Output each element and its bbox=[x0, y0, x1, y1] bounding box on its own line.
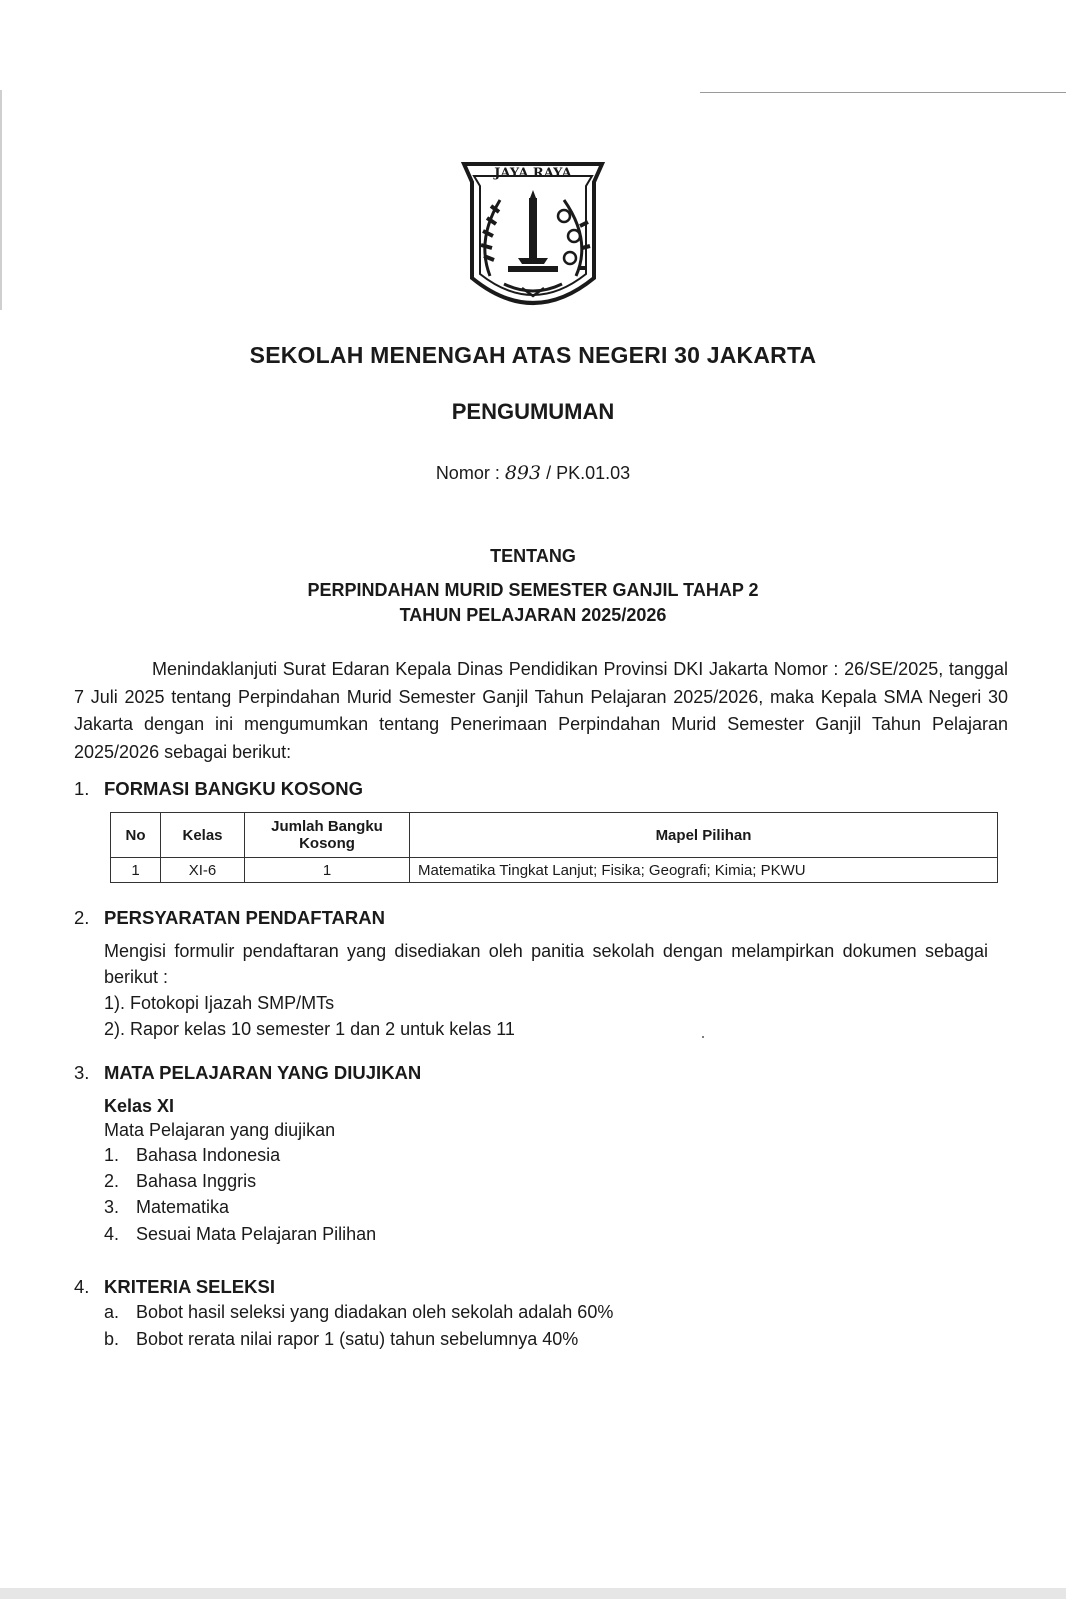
list-item bbox=[104, 1329, 578, 1350]
section-number: 1. bbox=[74, 778, 90, 799]
list-item bbox=[104, 1145, 280, 1166]
section-number: 2. bbox=[74, 907, 90, 928]
list-number: 3. bbox=[104, 1197, 120, 1217]
requirement-item: 1). Fotokopi Ijazah SMP/MTs bbox=[104, 993, 335, 1013]
section-3-heading bbox=[74, 1062, 421, 1084]
section-title: FORMASI BANGKU KOSONG bbox=[104, 778, 363, 799]
cell-kelas: XI-6 bbox=[161, 858, 245, 883]
kelas-label: Kelas XI bbox=[104, 1096, 175, 1116]
section-number: 4. bbox=[74, 1276, 90, 1297]
tentang-label: TENTANG bbox=[490, 546, 576, 566]
section-1-heading bbox=[74, 778, 363, 800]
nomor-handwritten-value: 893 bbox=[504, 462, 542, 484]
list-text: Sesuai Mata Pelajaran Pilihan bbox=[136, 1224, 377, 1244]
table-row bbox=[111, 858, 998, 883]
header-jumlah-line1: Jumlah Bangku bbox=[271, 818, 383, 835]
subject-line-2: TAHUN PELAJARAN 2025/2026 bbox=[399, 605, 667, 625]
list-number: 1. bbox=[104, 1145, 120, 1165]
list-text: Bobot hasil seleksi yang diadakan oleh sekolah adalah 60% bbox=[136, 1302, 614, 1322]
section-2-heading bbox=[74, 907, 385, 929]
section-title: MATA PELAJARAN YANG DIUJIKAN bbox=[104, 1062, 422, 1083]
list-item bbox=[104, 1224, 376, 1245]
document-type-title: PENGUMUMAN bbox=[451, 399, 615, 424]
nomor-code: / PK.01.03 bbox=[546, 463, 631, 483]
emblem-motto: JAYA RAYA bbox=[494, 166, 572, 181]
list-letter: a. bbox=[104, 1302, 120, 1322]
formasi-table bbox=[110, 812, 998, 883]
list-number: 4. bbox=[104, 1224, 120, 1244]
scan-speck bbox=[702, 1036, 704, 1038]
list-text: Bobot rerata nilai rapor 1 (satu) tahun sebelumnya 40% bbox=[136, 1329, 579, 1349]
table-header-row bbox=[111, 813, 998, 858]
list-item bbox=[104, 1197, 229, 1218]
header-no: No bbox=[111, 813, 161, 858]
nomor-label: Nomor : bbox=[435, 463, 500, 483]
requirements-description: Mengisi formulir pendaftaran yang disediakan oleh panitia sekolah dengan melampirkan dokumen sebagai berikut : bbox=[104, 941, 988, 987]
intro-paragraph: Menindaklanjuti Surat Edaran Kepala Dinas Pendidikan Provinsi DKI Jakarta Nomor : 26/SE/2025, tanggal 7 Juli 2025 tentang Perpindahan Murid Semester Ganjil Tahun Pelajaran 2025/2026, maka Kepala SMA Negeri 30 Jakarta dengan ini mengumumkan tentang Penerimaan Perpindahan Murid Semester Ganjil Tahun Pelajaran 2025/2026 sebagai berikut: bbox=[74, 659, 1008, 762]
scan-bottom-shade bbox=[0, 1588, 1066, 1599]
header-jumlah-bangku bbox=[245, 813, 410, 858]
list-item bbox=[104, 1171, 256, 1192]
section-4-heading bbox=[74, 1276, 275, 1298]
list-text: Bahasa Indonesia bbox=[136, 1145, 281, 1165]
document-number bbox=[0, 462, 1066, 484]
subjects-intro: Mata Pelajaran yang diujikan bbox=[104, 1120, 336, 1140]
school-name: SEKOLAH MENENGAH ATAS NEGERI 30 JAKARTA bbox=[249, 342, 817, 368]
section-number: 3. bbox=[74, 1062, 90, 1083]
header-mapel-pilihan: Mapel Pilihan bbox=[410, 813, 998, 858]
header-jumlah-line2: Kosong bbox=[299, 835, 355, 852]
requirement-item: 2). Rapor kelas 10 semester 1 dan 2 untuk kelas 11 bbox=[104, 1019, 515, 1039]
scan-top-rule bbox=[700, 92, 1066, 93]
cell-mapel: Matematika Tingkat Lanjut; Fisika; Geografi; Kimia; PKWU bbox=[410, 858, 998, 883]
cell-no: 1 bbox=[111, 858, 161, 883]
list-letter: b. bbox=[104, 1329, 120, 1349]
jaya-raya-emblem-icon bbox=[460, 160, 606, 320]
list-number: 2. bbox=[104, 1171, 120, 1191]
list-item bbox=[104, 1302, 613, 1323]
cell-jumlah: 1 bbox=[245, 858, 410, 883]
subject-line-1: PERPINDAHAN MURID SEMESTER GANJIL TAHAP 2 bbox=[307, 580, 759, 600]
scan-edge-line bbox=[0, 90, 2, 310]
section-title: KRITERIA SELEKSI bbox=[104, 1276, 275, 1297]
list-text: Bahasa Inggris bbox=[136, 1171, 257, 1191]
section-title: PERSYARATAN PENDAFTARAN bbox=[104, 907, 385, 928]
header-kelas: Kelas bbox=[161, 813, 245, 858]
list-text: Matematika bbox=[136, 1197, 230, 1217]
